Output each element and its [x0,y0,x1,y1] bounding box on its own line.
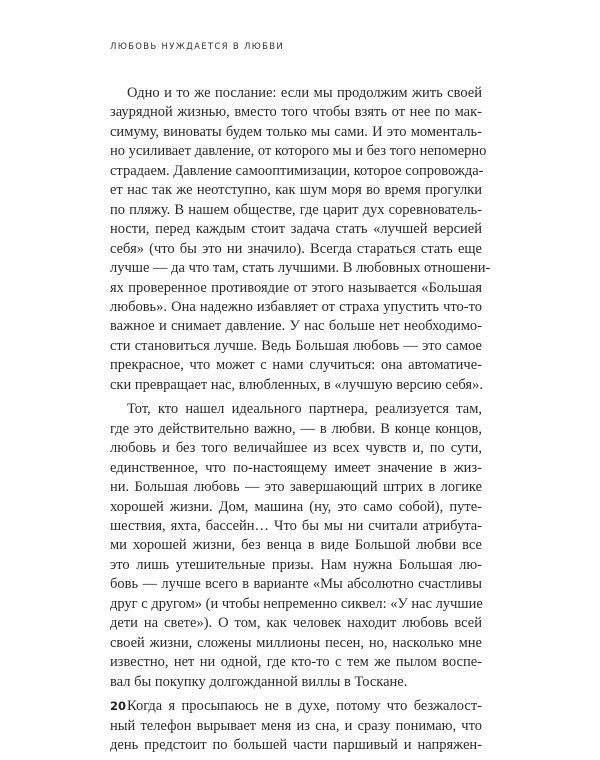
text-line: Одно и то же послание: если мы продолжим жить своей [127,85,482,101]
running-header: ЛЮБОВЬ НУЖДАЕТСЯ В ЛЮБВИ [110,42,285,52]
text-line: симуму, виноваты будем только мы сами. И это моменталь- [110,123,482,140]
text-line: ях проверенное противоядие от этого называется «Большая [110,279,482,296]
text-line: день предстоит по большей части паршивый и напряжен- [110,736,482,753]
text-line: единственное, что по-настоящему имеет значение в жиз- [110,459,482,476]
text-line: Тот, кто нашел идеального партнера, реализуется там, [127,401,482,418]
text-line: себя» (что бы это ни значило). Всегда стараться стать еще [110,240,482,257]
text-line: это лишь утешительные призы. Нам нужна Большая лю- [110,556,482,573]
text-line: сти становиться лучше. Ведь Большая любовь — это самое [110,337,482,354]
text-line: друг с другом» (и чтобы непременно сиквел: «У нас лучшие [110,595,483,612]
text-line: бовь — лучше всего в варианте «Мы абсолютно счастливы [110,576,482,593]
text-line: ми хорошей жизни, без венца в виде Большой любви все [110,537,482,554]
text-line: по пляжу. В нашем обществе, где царит дух соревнователь- [110,201,482,218]
text-line: ни. Большая любовь — это завершающий штрих в логике [110,479,482,496]
text-line: вал бы покупку долгожданной виллы в Тоскане. [110,673,408,690]
text-line: ски превращает нас, влюбленных, в «лучшую версию себя». [110,376,483,393]
page-number: 20 [110,699,127,713]
paragraph-3 [110,697,482,755]
body-text [110,84,491,760]
text-line: хорошей жизни. Дом, машина (ну, это само собой), путе- [110,498,482,515]
text-line: ный телефон вырывает меня из сна, и сразу понимаю, что [110,717,482,734]
text-line: заурядной жизнью, вместо того чтобы взять от нее по мак- [110,104,482,121]
paragraph-2 [110,400,482,692]
text-line: известно, нет ни одной, где кто-то с тем же пылом воспе- [110,654,482,671]
text-line: любовь». Она надежно избавляет от страха упустить что-то [110,298,482,315]
text-line: своей жизни, сложены миллионы песен, но, насколько мне [110,634,482,651]
text-line: лучше — да что там, стать лучшими. В любовных отношени- [110,260,491,277]
text-line: любовь и без того величайшее из всех чувств и, по сути, [110,440,482,457]
text-line: ет нас так же неотступно, как шум моря во время прогулки [110,182,482,199]
text-line: Когда я просыпаюсь не в духе, потому что безжалост- [127,698,482,715]
text-line: но усиливает давление, от которого мы и без того непомерно [110,143,487,160]
text-line: где это действительно важно, — в любви. В конце концов, [110,420,482,437]
text-line: прекрасное, что может с нами случиться: она автоматиче- [110,357,482,374]
text-line: дети на свете»). О том, как человек находит любовь всей [110,615,482,632]
text-line: важное и снимает давление. У нас больше нет необходимо- [110,318,482,335]
text-line: страдаем. Давление самооптимизации, которое сопровожда- [110,162,484,179]
text-line: ности, перед каждым стоит задача стать «лучшей версией [110,221,482,238]
text-line: шествия, яхта, бассейн… Что бы мы ни считали атрибута- [110,517,482,534]
paragraph-1 [110,84,491,395]
